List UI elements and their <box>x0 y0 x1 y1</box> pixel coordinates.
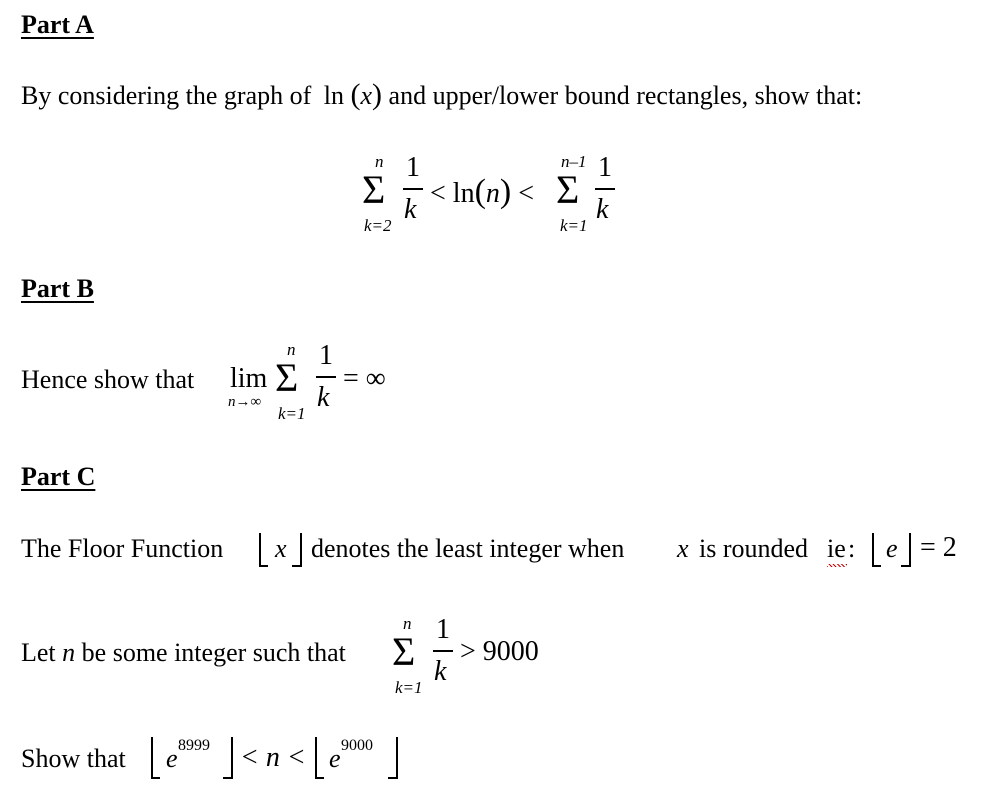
part-c-frac-den: k <box>434 656 447 687</box>
let-after: be some integer such that <box>81 638 346 667</box>
floor-exp2-left-base <box>315 777 324 779</box>
sum2-upper: n–1 <box>561 152 587 171</box>
floor-bracket-left <box>259 533 261 567</box>
lt-sign-2: < <box>518 178 535 209</box>
floor-exp2-right-base <box>388 777 398 779</box>
part-b-frac-den: k <box>317 382 330 413</box>
lt-n-lt: < n < <box>240 742 306 773</box>
sum1-upper: n <box>375 152 384 171</box>
frac1-den: k <box>404 194 417 225</box>
n-var: n <box>485 178 500 209</box>
part-b-text: Hence show that <box>21 365 195 394</box>
ln-label: ln <box>323 81 344 110</box>
part-c-frac-num: 1 <box>436 614 450 645</box>
part-a-heading: Part A <box>21 10 94 39</box>
floor-exp2-right <box>396 737 398 779</box>
frac2-den: k <box>596 194 609 225</box>
floor-x-2: x <box>677 534 689 563</box>
part-c-sigma: Σ <box>392 629 416 674</box>
part-c-heading: Part C <box>21 462 96 491</box>
frac1-bar <box>403 188 423 190</box>
part-b-sigma: Σ <box>275 355 299 400</box>
sigma-symbol-2: Σ <box>556 167 580 212</box>
floor-e: e <box>886 534 898 563</box>
ie-text: ie <box>827 534 846 563</box>
part-b-sum-lower: k=1 <box>278 404 306 423</box>
let-line <box>21 638 346 668</box>
part-b-frac-bar <box>316 376 336 378</box>
part-c-sum-lower: k=1 <box>395 678 423 697</box>
sigma-symbol: Σ <box>362 167 386 212</box>
floor-exp2-left <box>315 737 317 779</box>
floor-e-right-base <box>901 565 911 567</box>
floor-after: is rounded <box>699 534 809 563</box>
ie-colon: : <box>848 534 856 563</box>
lim-label: lim <box>230 363 268 394</box>
floor-bracket-left-base <box>259 565 268 567</box>
floor-e-left <box>872 533 874 567</box>
floor-exp1-left-base <box>151 777 160 779</box>
floor-exp1-left <box>151 737 153 779</box>
e-base-1: e <box>166 744 178 773</box>
sum1-lower: k=2 <box>364 216 392 235</box>
floor-e-left-base <box>872 565 881 567</box>
x-var: x <box>360 81 373 110</box>
frac2-num: 1 <box>598 152 612 183</box>
show-that: Show that <box>21 744 126 773</box>
floor-before: The Floor Function <box>21 534 224 563</box>
floor-exp1-right-base <box>223 777 233 779</box>
part-a-intro: By considering the graph of ln (x) and upper/lower bound rectangles, show that: <box>21 78 863 111</box>
part-b-frac-num: 1 <box>319 340 333 371</box>
spellcheck-squiggle <box>827 564 847 567</box>
let-n: n <box>62 638 76 667</box>
e-base-2: e <box>329 744 341 773</box>
part-b-eq-infinity: = ∞ <box>343 363 386 394</box>
intro-after: and upper/lower bound rectangles, show that: <box>388 81 863 110</box>
floor-bracket-right-base <box>292 565 302 567</box>
frac1-num: 1 <box>406 152 420 183</box>
floor-e-right <box>909 533 911 567</box>
floor-mid: denotes the least integer when <box>311 534 625 563</box>
floor-exp1-right <box>231 737 233 779</box>
part-c-sum-upper: n <box>403 614 412 633</box>
let-before: Let <box>21 638 56 667</box>
part-c-frac-bar <box>433 650 453 652</box>
frac2-bar <box>595 188 615 190</box>
floor-bracket-right <box>300 533 302 567</box>
lim-sub: n→∞ <box>228 394 262 410</box>
ln-n-expression: < ln(n) < <box>430 173 535 210</box>
lt-sign: < <box>430 178 446 209</box>
gt-9000: > 9000 <box>460 636 539 667</box>
floor-x: x <box>275 534 287 563</box>
sum2-lower: k=1 <box>560 216 588 235</box>
ln-label-2: ln <box>452 178 475 209</box>
part-b-sum-upper: n <box>287 340 296 359</box>
eq-two: = 2 <box>920 532 957 563</box>
exp-9000: 9000 <box>341 737 373 754</box>
part-b-heading: Part B <box>21 274 94 303</box>
intro-before: By considering the graph of <box>21 81 312 110</box>
exp-8999: 8999 <box>178 737 210 754</box>
